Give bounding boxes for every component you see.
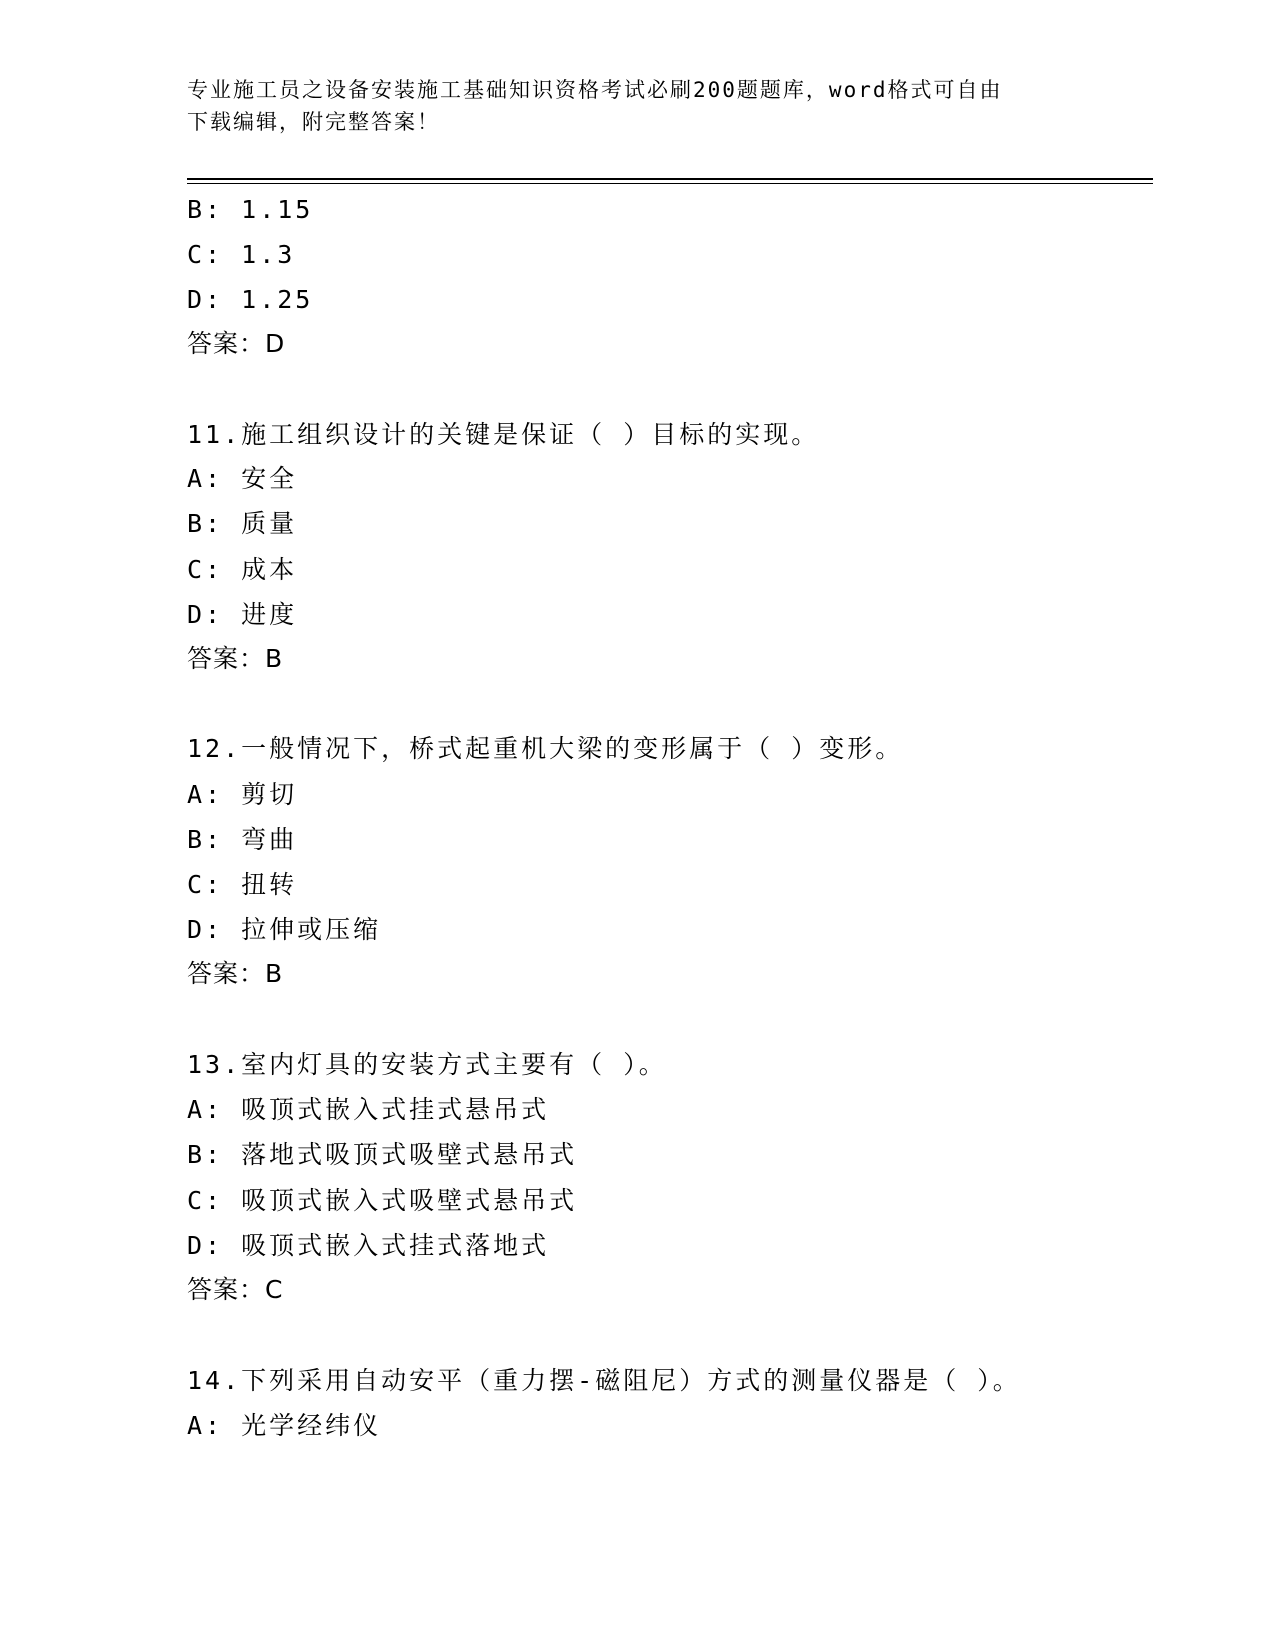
q12-option-d: D: 拉伸或压缩	[187, 915, 382, 944]
q12-question: 12.一般情况下，桥式起重机大梁的变形属于（ ）变形。	[187, 734, 904, 763]
q11-question: 11.施工组织设计的关键是保证（ ）目标的实现。	[187, 420, 820, 449]
q11-option-d: D: 进度	[187, 600, 298, 629]
header-title-line2: 下载编辑，附完整答案！	[187, 110, 440, 134]
q13-option-d: D: 吸顶式嵌入式挂式落地式	[187, 1231, 550, 1260]
q13-option-a: A: 吸顶式嵌入式挂式悬吊式	[187, 1095, 550, 1124]
q13-option-c: C: 吸顶式嵌入式吸壁式悬吊式	[187, 1186, 578, 1215]
header-rule-thin	[187, 183, 1153, 184]
document-header	[187, 74, 1077, 138]
header-rule-thick	[187, 178, 1153, 180]
q11-option-c: C: 成本	[187, 555, 298, 584]
q12-answer: 答案：B	[187, 959, 284, 988]
q11-option-b: B: 质量	[187, 509, 298, 538]
q14-question: 14.下列采用自动安平（重力摆-磁阻尼）方式的测量仪器是（ ）。	[187, 1366, 1021, 1395]
q10-option-b: B: 1.15	[187, 195, 314, 224]
q11-option-a: A: 安全	[187, 464, 298, 493]
q12-option-a: A: 剪切	[187, 780, 298, 809]
q13-question: 13.室内灯具的安装方式主要有（ ）。	[187, 1050, 667, 1079]
q10-option-c: C: 1.3	[187, 240, 296, 269]
q14-option-a: A: 光学经纬仪	[187, 1411, 382, 1440]
header-title-line1: 专业施工员之设备安装施工基础知识资格考试必刷200题题库，word格式可自由	[187, 78, 1003, 102]
q12-option-b: B: 弯曲	[187, 825, 298, 854]
q11-answer: 答案：B	[187, 644, 284, 673]
q12-option-c: C: 扭转	[187, 870, 298, 899]
q10-option-d: D: 1.25	[187, 285, 314, 314]
q13-option-b: B: 落地式吸顶式吸壁式悬吊式	[187, 1140, 578, 1169]
q10-answer: 答案：D	[187, 329, 286, 358]
q13-answer: 答案：C	[187, 1275, 284, 1304]
